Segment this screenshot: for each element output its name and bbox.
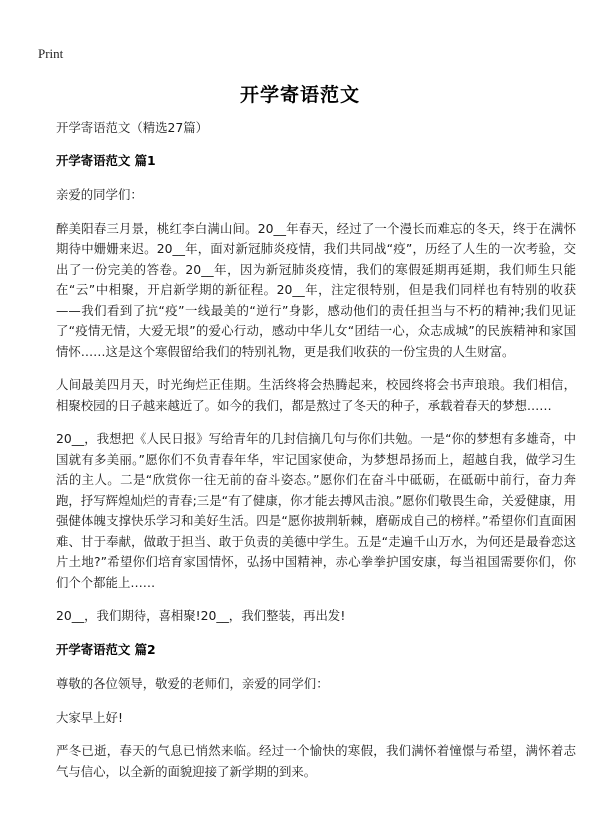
paragraph: 尊敬的各位领导，敬爱的老师们，亲爱的同学们： bbox=[56, 676, 329, 691]
paragraph: 醉美阳春三月景，桃红李白满山间。20__年春天，经过了一个漫长而难忘的冬天，终于在满怀期待中姗姗来迟。20__年，面对新冠肺炎疫情，我们共同战“疫”，历经了人生的一次考验，交出了一份完美的答卷。20__年，因为新冠肺炎疫情，我们的寒假延期再延期，我们师生只能在“云”中相聚，开启新学期的新征程。20__年，注定很特别，但是我们同样也有特别的收获——我们看到了抗“疫”一线最美的“逆行”身影，感动他们的责任担当与不朽的精神;我们见证了“疫情无情，大爱无垠”的爱心行动，感动中华儿女“团结一心，众志成城”的民族精神和家国情怀……这是这个寒假留给我们的特别礼物，更是我们收获的一份宝贵的人生财富。 bbox=[56, 220, 576, 359]
section-heading: 开学寄语范文 篇1 bbox=[56, 152, 156, 168]
paragraph: 20__，我们期待，喜相聚!20__，我们整装，再出发! bbox=[56, 608, 346, 623]
paragraph: 人间最美四月天，时光绚烂正佳期。生活终将会热腾起来，校园终将会书声琅琅。我们相信，相聚校园的日子越来越近了。如今的我们，都是熬过了冬天的种子，承载着春天的梦想…… bbox=[56, 377, 576, 413]
paragraph: 大家早上好! bbox=[56, 709, 123, 725]
document-body bbox=[56, 118, 576, 795]
page-title: 开学寄语范文 bbox=[239, 84, 360, 106]
document-intro: 开学寄语范文（精选27篇） bbox=[56, 120, 209, 135]
print-link[interactable]: Print bbox=[38, 46, 64, 61]
section-heading: 开学寄语范文 篇2 bbox=[56, 641, 156, 657]
paragraph: 亲爱的同学们： bbox=[56, 187, 143, 202]
paragraph: 20__，我想把《人民日报》写给青年的几封信摘几句与你们共勉。一是“你的梦想有多雄奇，中国就有多美丽。”愿你们不负青春年华，牢记国家使命，为梦想昂扬而上，超越自我，做学习生活的主人。二是“欣赏你一往无前的奋斗姿态。”愿你们在奋斗中砥砺，在砥砺中前行，奋力奔跑，抒写辉煌灿烂的青春;三是“有了健康，你才能去搏风击浪。”愿你们敬畏生命，关爱健康，用强健体魄支撑快乐学习和美好生活。四是“愿你披荆斩棘，磨砺成自己的榜样。”希望你们直面困难、甘于奉献，做敢于担当、敢于负责的美德中学生。五是“走遍千山万水，为何还是最眷恋这片土地?”希望你们培育家国情怀，弘扬中国精神，赤心拳拳护国安康，每当祖国需要你们，你们个个都能上…… bbox=[56, 431, 576, 590]
paragraph: 严冬已逝，春天的气息已悄然来临。经过一个愉快的寒假，我们满怀着憧憬与希望，满怀着志气与信心，以全新的面貌迎接了新学期的到来。 bbox=[56, 743, 576, 779]
